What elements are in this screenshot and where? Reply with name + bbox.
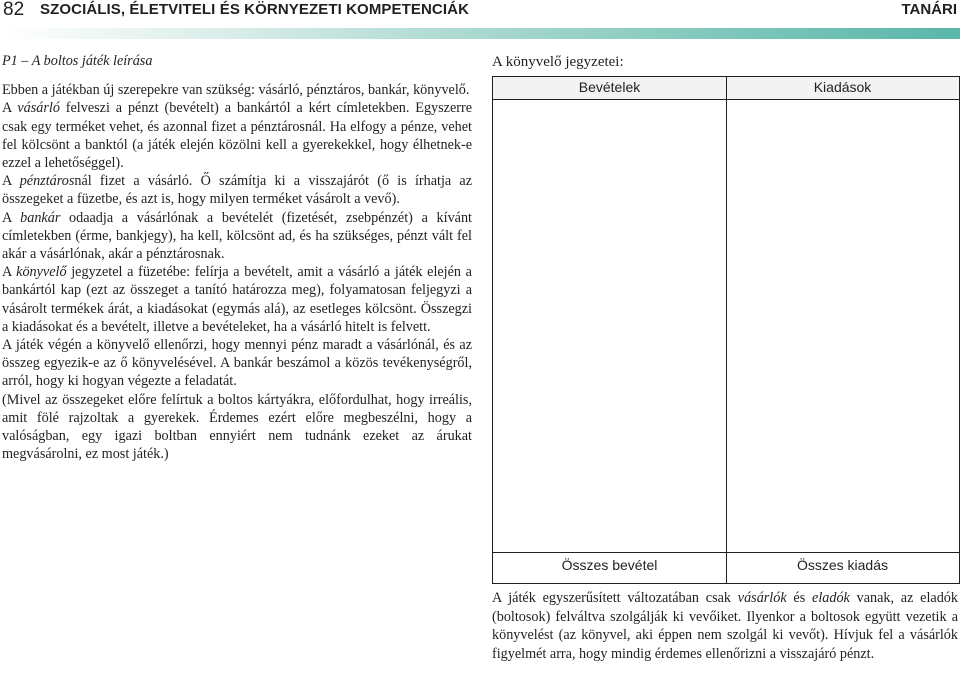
intro-paragraph: Ebben a játékban új szerepekre van szükség: vásárló, pénztáros, bankár, könyvelő. xyxy=(2,82,470,99)
total-expense-label: Összes kiadás xyxy=(796,557,889,573)
ledger-divider xyxy=(726,77,727,583)
audience-label: TANÁRI xyxy=(901,1,957,18)
description-title: P1 – A boltos játék leírása xyxy=(2,53,153,69)
role-buyer: vásárló xyxy=(17,100,60,117)
expense-column-header: Kiadások xyxy=(813,79,872,95)
total-income-label: Összes bevétel xyxy=(561,557,658,573)
page-number: 82 xyxy=(3,0,25,20)
income-column-header: Bevételek xyxy=(578,79,641,95)
banker-paragraph: A bankár odaadja a vásárlónak a bevételét (fizetését, zsebpénzét) a kívánt címletekben (érme, bankjegy), ha kell, kölcsönt ad, és ha szükséges, pénzt vált fel akár a vásárlónak, akár a pénztárosnak. xyxy=(2,209,472,263)
accountant-paragraph: A könyvelő jegyzetel a füzetébe: felírja a bevételt, amit a vásárló a játék elején a bankártól kap (ezt az összeget a tanító határozza meg), folyamatosan feljegyzi a vásárolt termékek árát, a kiadásokat (egymás alá), az esetleges kölcsönt. Összegzi a kiadásokat és a bevételt, illetve a bevételeket, ha a vásárló hitelt is felvett. xyxy=(2,264,472,335)
role-banker: bankár xyxy=(20,209,61,226)
role-accountant: könyvelő xyxy=(16,264,67,281)
notes-label: A könyvelő jegyzetei: xyxy=(492,54,624,70)
ledger-table xyxy=(492,76,960,584)
role-cashier: pénztáros xyxy=(19,173,75,190)
ledger-total-row xyxy=(493,552,959,583)
cashier-paragraph: A pénztárosnál fizet a vásárló. Ő számítja ki a visszajárót (ő is írhatja az összegeket a füzetbe, és azt is, hogy milyen terméket vásárolt a vevő). xyxy=(2,173,472,208)
note-paragraph: (Mivel az összegeket előre felírtuk a boltos kártyákra, előfordulhat, hogy irreális, amit fölé rajzoltak a gyerekek. Érdemes ezért előre megbeszélni, hogy a valóságban, egy igazi boltban ennyiért nem tudnánk ezeket az árukat megvásárolni, ez most játék.) xyxy=(2,391,472,463)
role-sellers: eladók xyxy=(812,590,850,606)
simplified-variant-paragraph: A játék egyszerűsített változatában csak vásárlók és eladók vanak, az eladók (boltosok) felváltva szolgálják ki vevőiket. Ilyenkor a boltosok együtt vezetik a könyvelést (az könyvel, aki éppen nem szolgál ki vevőt). Hívjuk fel a vásárlók figyelmét arra, hogy mindig érdemes ellenőrizni a visszajáró pénzt. xyxy=(492,590,958,662)
page-header xyxy=(0,0,960,40)
end-paragraph: A játék végén a könyvelő ellenőrzi, hogy mennyi pénz maradt a vásárlónál, és az összeg egyezik-e az ő könyvelésével. A bankár beszámol a közös tevékenységről, arról, hogy ki hogyan végezte a feladatát. xyxy=(2,337,472,390)
section-title: SZOCIÁLIS, ÉLETVITELI ÉS KÖRNYEZETI KOMPETENCIÁK xyxy=(40,1,469,18)
buyer-paragraph: A vásárló felveszi a pénzt (bevételt) a bankártól a kért címletekben. Egyszerre csak egy terméket vehet, és azonnal fizet a pénztárosnál. Ha elfogy a pénze, vehet fel kölcsönt a banktól (a játék elején közölni kell a gyerekekkel, hogy élhetnek-e ezzel a lehetőséggel). xyxy=(2,100,472,172)
role-buyers: vásárlók xyxy=(737,590,787,606)
game-description xyxy=(2,52,472,463)
header-gradient-bar xyxy=(0,28,960,39)
accountant-notes xyxy=(492,52,960,573)
